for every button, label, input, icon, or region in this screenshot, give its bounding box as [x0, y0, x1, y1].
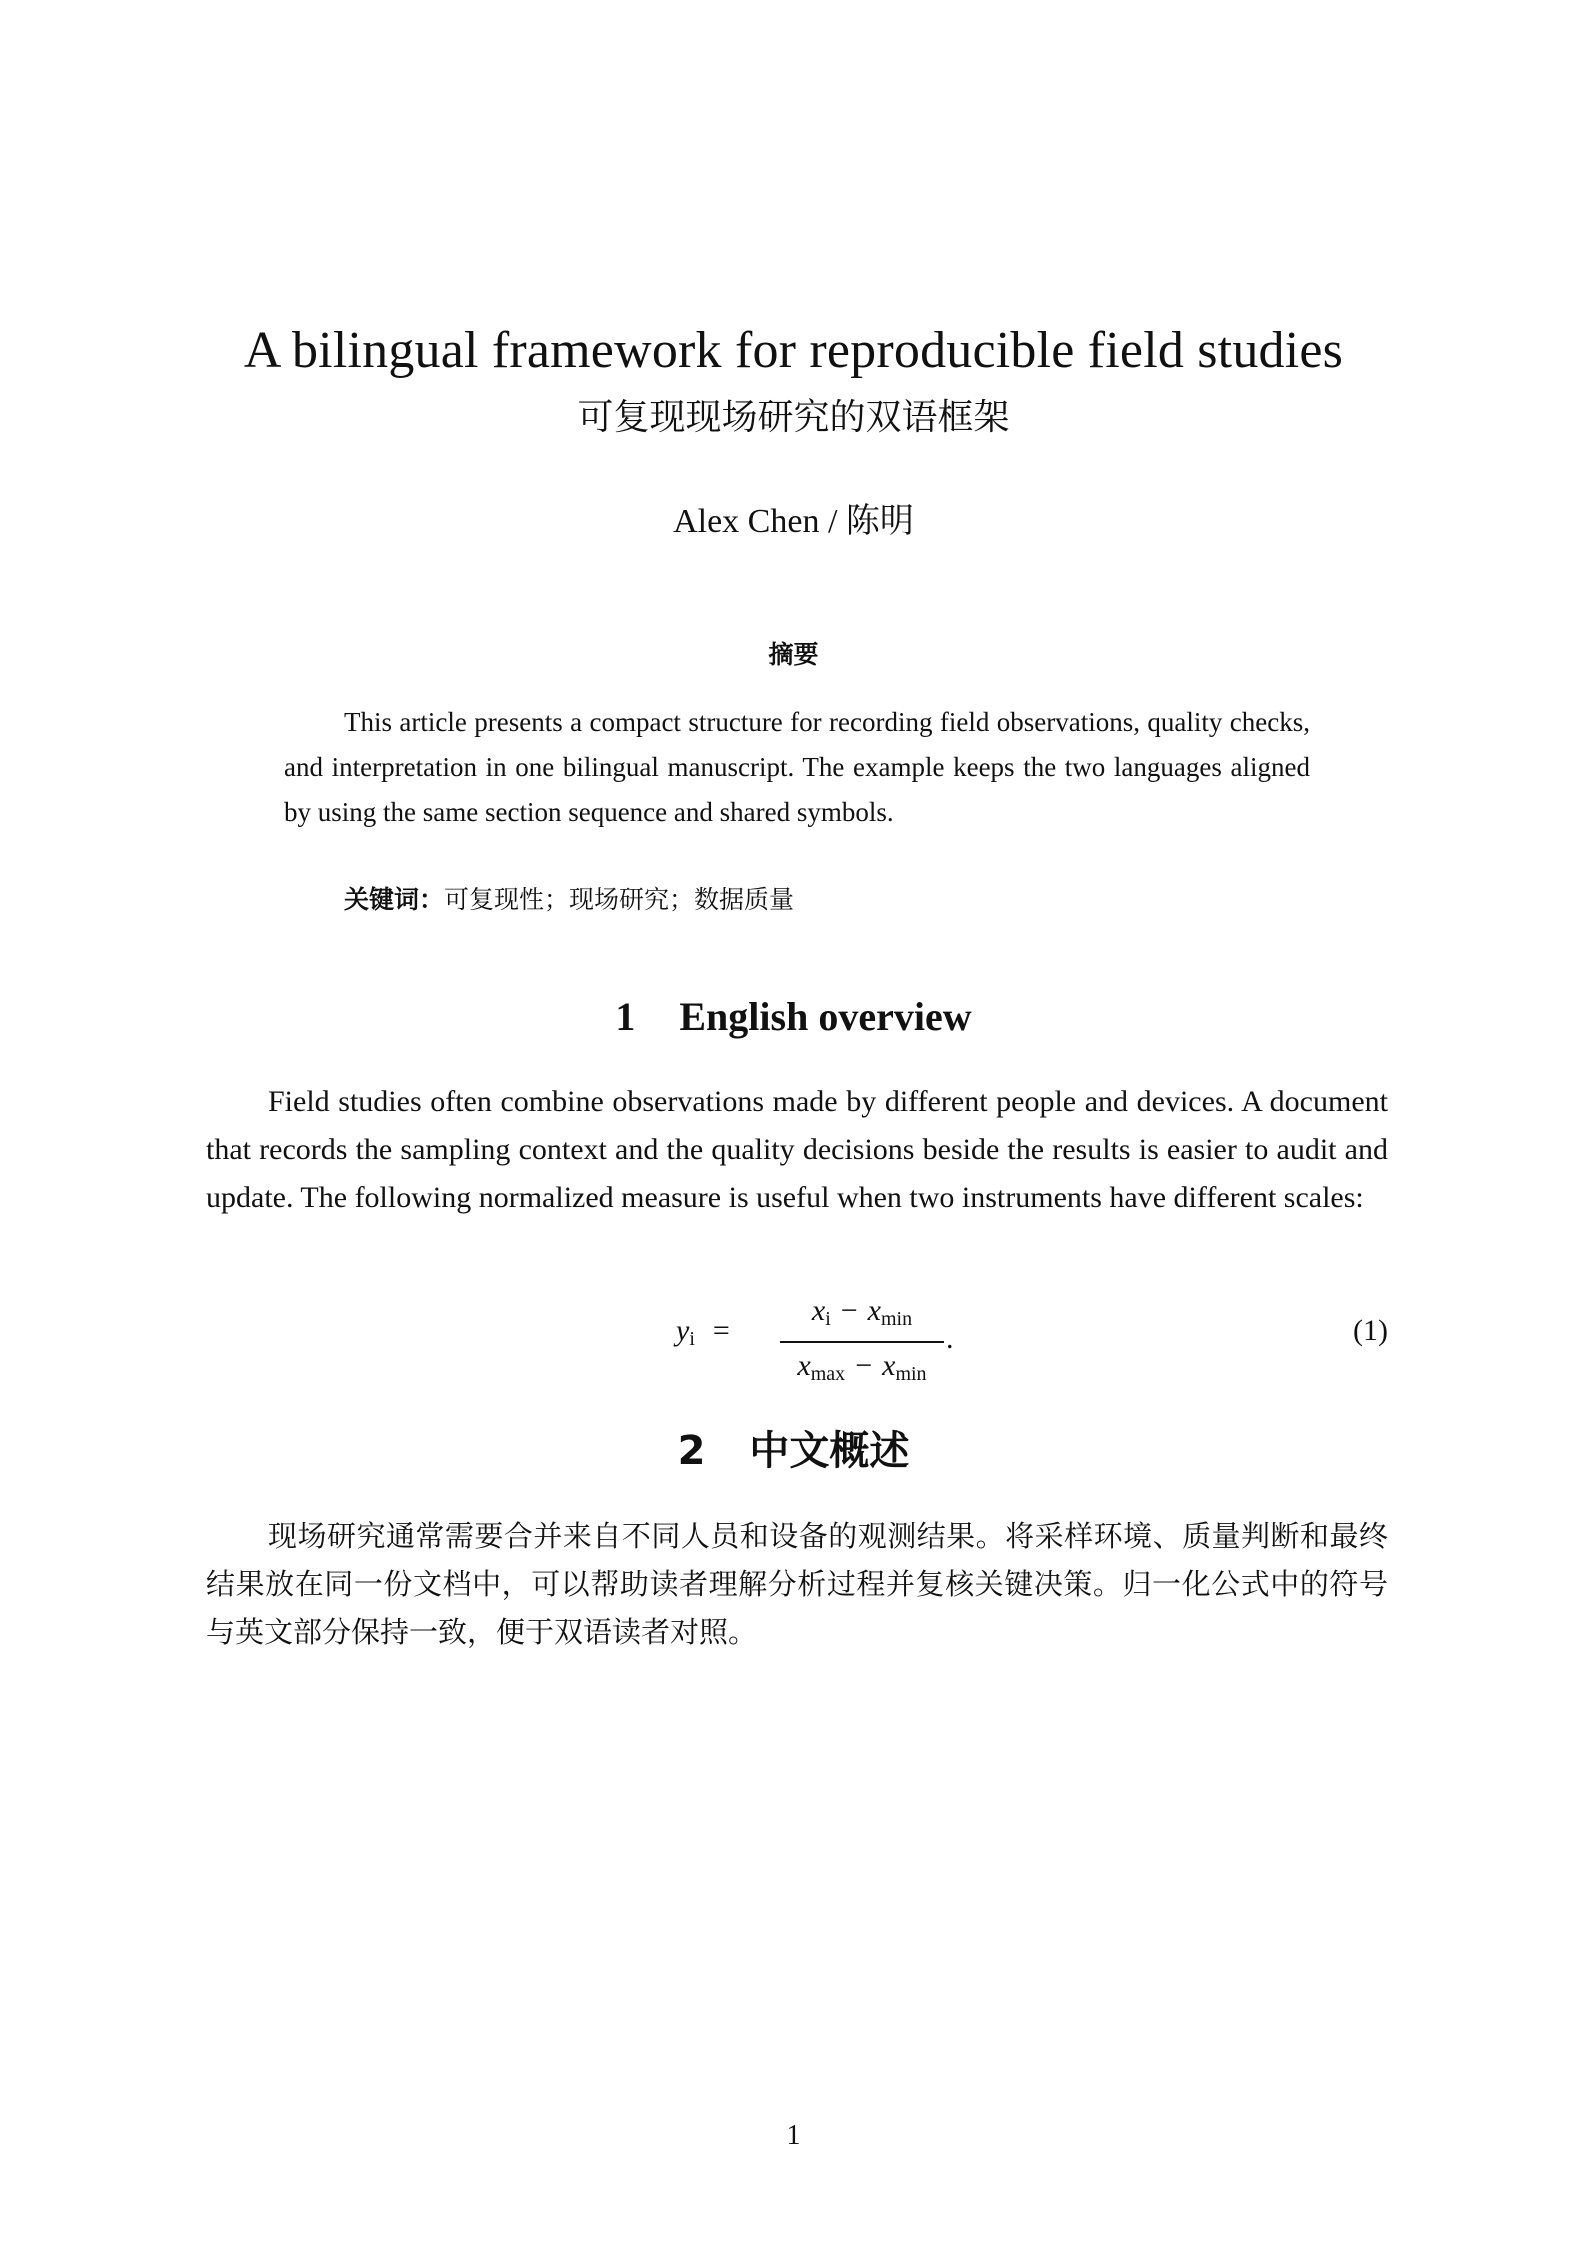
equation-numerator — [780, 1292, 944, 1338]
denominator-var-2: x — [882, 1349, 896, 1382]
section-title-text: 中文概述 — [749, 1428, 910, 1474]
equation-lhs — [676, 1314, 730, 1351]
equation-denominator — [780, 1347, 944, 1393]
page-number: 1 — [786, 2120, 801, 2151]
keywords-label: 关键词： — [344, 885, 445, 914]
numerator-sub-1: i — [825, 1308, 831, 1330]
author-line: Alex Chen / 陈明 — [673, 503, 914, 540]
denominator-sub-2: min — [895, 1363, 927, 1385]
equation-fraction — [780, 1292, 944, 1393]
section-number: 2 — [677, 1428, 706, 1474]
normalization-equation — [206, 1292, 1388, 1385]
equation-period: . — [946, 1322, 954, 1355]
paragraph: 现场研究通常需要合并来自不同人员和设备的观测结果。将采样环境、质量判断和最终结果放在同一份文档中，可以帮助读者理解分析过程并复核关键决策。归一化公式中的符号与英文部分保持一致，便于双语读者对照。 — [206, 1519, 1388, 1649]
abstract-block — [284, 700, 1310, 835]
paper-title-chinese: 可复现现场研究的双语框架 — [577, 397, 1010, 438]
paragraph: Field studies often combine observations made by different people and devices. A document that records the sampling context and the quality decisions beside the results is easier to audit and update. The following normalized measure is useful when two instruments have different scales: — [206, 1085, 1388, 1214]
equation-body — [676, 1292, 976, 1385]
paper-title-english: A bilingual framework for reproducible field studies — [243, 322, 1344, 379]
section-number: 1 — [615, 994, 636, 1039]
section-body-english — [206, 1078, 1388, 1222]
keywords-line — [344, 880, 1310, 920]
numerator-sub-2: min — [881, 1308, 913, 1330]
numerator-operator: − — [840, 1294, 858, 1327]
equation-lhs-var: y — [676, 1314, 690, 1347]
denominator-var-1: x — [797, 1349, 811, 1382]
abstract-heading: 摘要 — [768, 640, 819, 669]
numerator-var-2: x — [867, 1294, 881, 1327]
denominator-sub-1: max — [810, 1363, 846, 1385]
denominator-operator: − — [855, 1349, 873, 1382]
section-title-text: English overview — [679, 994, 972, 1039]
numerator-var-1: x — [811, 1294, 826, 1327]
section-body-chinese — [206, 1512, 1388, 1656]
equation-equals: = — [712, 1314, 730, 1347]
keywords-list: 可复现性；现场研究；数据质量 — [444, 885, 795, 914]
equation-lhs-sub: i — [689, 1328, 695, 1350]
fraction-bar — [780, 1341, 944, 1343]
section-heading-1 — [0, 990, 1587, 1044]
section-heading-2 — [0, 1424, 1587, 1478]
abstract-text: This article presents a compact structure for recording field observations, quality checks, and interpretation in one bilingual manuscript. The example keeps the two languages aligned by using the same section sequence and shared symbols. — [284, 707, 1310, 827]
equation-number: (1) — [1353, 1314, 1388, 1347]
